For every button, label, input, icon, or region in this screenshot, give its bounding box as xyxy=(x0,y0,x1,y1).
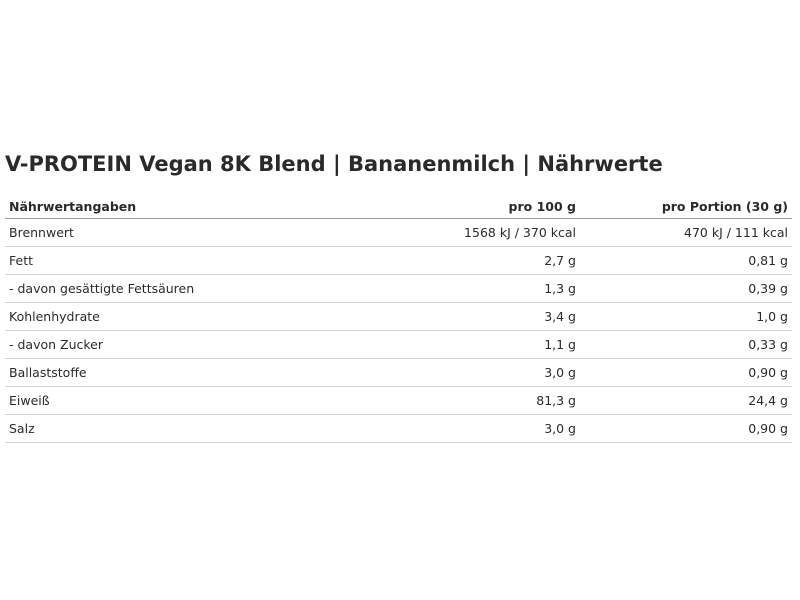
table-row xyxy=(5,274,792,302)
nutrient-name: Fett xyxy=(5,246,385,274)
value-per-100g: 2,7 g xyxy=(385,246,580,274)
nutrient-name: - davon Zucker xyxy=(5,330,385,358)
nutrient-name: - davon gesättigte Fettsäuren xyxy=(5,274,385,302)
table-row xyxy=(5,330,792,358)
value-per-100g: 1,3 g xyxy=(385,274,580,302)
header-per-portion: pro Portion (30 g) xyxy=(580,196,792,218)
value-per-portion: 24,4 g xyxy=(580,386,792,414)
value-per-100g: 3,4 g xyxy=(385,302,580,330)
value-per-100g: 1,1 g xyxy=(385,330,580,358)
value-per-100g: 1568 kJ / 370 kcal xyxy=(385,218,580,246)
table-row xyxy=(5,386,792,414)
value-per-portion: 0,90 g xyxy=(580,358,792,386)
value-per-100g: 3,0 g xyxy=(385,414,580,442)
value-per-portion: 0,39 g xyxy=(580,274,792,302)
table-row xyxy=(5,246,792,274)
nutrient-name: Eiweiß xyxy=(5,386,385,414)
value-per-100g: 3,0 g xyxy=(385,358,580,386)
table-row xyxy=(5,218,792,246)
value-per-portion: 0,90 g xyxy=(580,414,792,442)
nutrient-name: Kohlenhydrate xyxy=(5,302,385,330)
header-per-100g: pro 100 g xyxy=(385,196,580,218)
value-per-portion: 1,0 g xyxy=(580,302,792,330)
nutrient-name: Ballaststoffe xyxy=(5,358,385,386)
value-per-portion: 470 kJ / 111 kcal xyxy=(580,218,792,246)
value-per-portion: 0,33 g xyxy=(580,330,792,358)
nutrient-name: Salz xyxy=(5,414,385,442)
value-per-100g: 81,3 g xyxy=(385,386,580,414)
nutrition-table-container xyxy=(5,196,792,443)
table-header-row xyxy=(5,196,792,218)
table-row xyxy=(5,302,792,330)
nutrient-name: Brennwert xyxy=(5,218,385,246)
page-title: V-PROTEIN Vegan 8K Blend | Bananenmilch | Nährwerte xyxy=(5,152,663,176)
nutrition-table xyxy=(5,196,792,443)
header-nutrient: Nährwertangaben xyxy=(5,196,385,218)
table-row xyxy=(5,358,792,386)
value-per-portion: 0,81 g xyxy=(580,246,792,274)
table-row xyxy=(5,414,792,442)
